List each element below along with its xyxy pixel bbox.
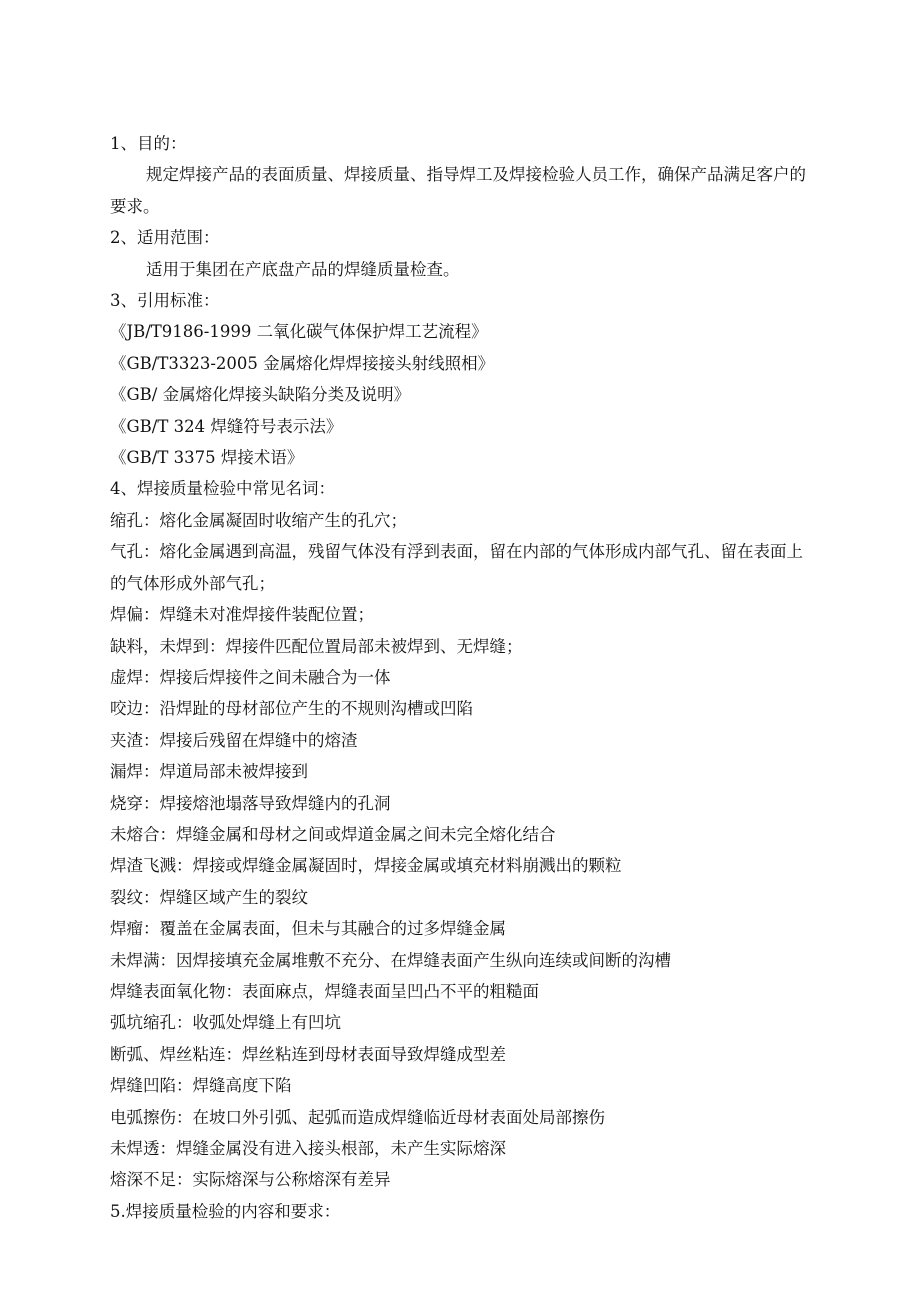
term-item: 焊瘤：覆盖在金属表面，但未与其融合的过多焊缝金属 xyxy=(110,919,506,939)
section-2-heading: 2、适用范围： xyxy=(110,228,220,248)
standards-list xyxy=(110,316,812,473)
term-item: 焊渣飞溅：焊接或焊缝金属凝固时，焊接金属或填充材料崩溅出的颗粒 xyxy=(110,856,622,876)
term-item: 夹渣：焊接后残留在焊缝中的熔渣 xyxy=(110,730,358,750)
standard-item: 《GB/T 3375 焊接术语》 xyxy=(110,448,304,468)
term-item: 弧坑缩孔：收弧处焊缝上有凹坑 xyxy=(110,1013,341,1033)
term-item: 焊偏：焊缝未对准焊接件装配位置； xyxy=(110,605,374,625)
terms-list xyxy=(110,505,812,1196)
term-item: 咬边：沿焊趾的母材部位产生的不规则沟槽或凹陷 xyxy=(110,699,473,719)
term-item: 裂纹：焊缝区域产生的裂纹 xyxy=(110,887,308,907)
term-item: 缺料，未焊到：焊接件匹配位置局部未被焊到、无焊缝； xyxy=(110,636,523,656)
term-item: 烧穿：焊接熔池塌落导致焊缝内的孔洞 xyxy=(110,793,391,813)
term-item: 未焊透：焊缝金属没有进入接头根部，未产生实际熔深 xyxy=(110,1139,506,1158)
term-item: 缩孔：熔化金属凝固时收缩产生的孔穴； xyxy=(110,510,407,530)
document-body xyxy=(110,128,812,1227)
term-item: 未焊满：因焊接填充金属堆敷不充分、在焊缝表面产生纵向连续或间断的沟槽 xyxy=(110,950,671,970)
term-item: 电弧擦伤：在坡口外引弧、起弧而造成焊缝临近母材表面处局部擦伤 xyxy=(110,1107,605,1127)
standard-item: 《JB/T9186-1999 二氧化碳气体保护焊工艺流程》 xyxy=(110,322,488,342)
section-2-body: 适用于集团在产底盘产品的焊缝质量检查。 xyxy=(146,259,460,279)
section-1-body: 规定焊接产品的表面质量、焊接质量、指导焊工及焊接检验人员工作，确保产品满足客户的要求。 xyxy=(110,165,806,216)
term-item: 气孔：熔化金属遇到高温，残留气体没有浮到表面，留在内部的气体形成内部气孔、留在表面上的气体形成外部气孔； xyxy=(110,542,803,593)
section-5-heading: 5.焊接质量检验的内容和要求： xyxy=(110,1201,341,1221)
standard-item: 《GB/ 金属熔化焊接头缺陷分类及说明》 xyxy=(110,385,411,405)
section-4-heading: 4、焊接质量检验中常见名词： xyxy=(110,479,335,499)
section-1-heading: 1、目的： xyxy=(110,134,187,153)
term-item: 焊缝表面氧化物：表面麻点，焊缝表面呈凹凸不平的粗糙面 xyxy=(110,981,539,1001)
term-item: 漏焊：焊道局部未被焊接到 xyxy=(110,762,308,782)
standard-item: 《GB/T3323-2005 金属熔化焊焊接接头射线照相》 xyxy=(110,353,495,373)
term-item: 焊缝凹陷：焊缝高度下陷 xyxy=(110,1076,292,1096)
term-item: 虚焊：焊接后焊接件之间未融合为一体 xyxy=(110,667,391,687)
standard-item: 《GB/T 324 焊缝符号表示法》 xyxy=(110,416,343,436)
term-item: 断弧、焊丝粘连：焊丝粘连到母材表面导致焊缝成型差 xyxy=(110,1044,506,1064)
term-item: 未熔合：焊缝金属和母材之间或焊道金属之间未完全熔化结合 xyxy=(110,824,556,844)
term-item: 熔深不足：实际熔深与公称熔深有差异 xyxy=(110,1170,391,1190)
section-3-heading: 3、引用标准： xyxy=(110,291,220,311)
